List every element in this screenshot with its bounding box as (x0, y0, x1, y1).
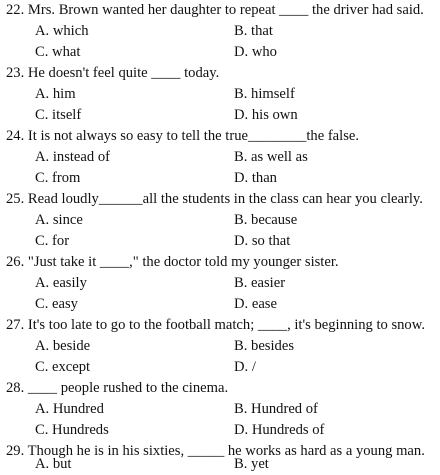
option-row (0, 168, 440, 189)
option-d: D. so that (234, 233, 291, 249)
option-row (0, 336, 440, 357)
question-stem: 25. Read loudly______all the students in the class can hear you clearly. (6, 191, 423, 207)
option-c: C. from (35, 170, 81, 186)
option-row (0, 357, 440, 378)
option-a: A. easily (35, 275, 87, 291)
option-d: D. than (234, 170, 277, 186)
option-a: A. him (35, 86, 76, 102)
option-row (0, 21, 440, 42)
question-stem: 29. Though he is in his sixties, _____ he works as hard as a young man. (6, 443, 425, 459)
question-stem: 22. Mrs. Brown wanted her daughter to repeat ____ the driver had said. (6, 2, 424, 18)
option-d: D. who (234, 44, 277, 60)
option-a: A. Hundred (35, 401, 104, 417)
option-row (0, 147, 440, 168)
option-d: D. / (234, 359, 256, 375)
option-b: B. as well as (234, 149, 308, 165)
option-a: A. instead of (35, 149, 110, 165)
option-b: B. himself (234, 86, 295, 102)
question-stem: 28. ____ people rushed to the cinema. (6, 380, 229, 396)
option-row (0, 231, 440, 252)
option-c: C. easy (35, 296, 78, 312)
option-row (0, 420, 440, 441)
option-b: B. Hundred of (234, 401, 318, 417)
option-d: D. his own (234, 107, 298, 123)
option-a: A. which (35, 23, 89, 39)
option-row (0, 399, 440, 420)
question-stem: 27. It's too late to go to the football match; ____, it's beginning to snow. (6, 317, 425, 333)
option-row (0, 454, 440, 475)
option-c: C. for (35, 233, 70, 249)
option-c: C. Hundreds (35, 422, 109, 438)
option-a: A. beside (35, 338, 91, 354)
question-stem: 26. "Just take it ____," the doctor told my younger sister. (6, 254, 339, 270)
option-a: A. since (35, 212, 83, 228)
question-stem: 23. He doesn't feel quite ____ today. (6, 65, 220, 81)
option-row (0, 84, 440, 105)
option-row (0, 273, 440, 294)
option-row (0, 210, 440, 231)
option-d: D. ease (234, 296, 277, 312)
option-b: B. yet (234, 456, 269, 472)
option-b: B. easier (234, 275, 286, 291)
option-c: C. itself (35, 107, 82, 123)
option-c: C. what (35, 44, 81, 60)
option-c: C. except (35, 359, 91, 375)
option-a: A. but (35, 456, 72, 472)
option-b: B. because (234, 212, 298, 228)
question-stem: 24. It is not always so easy to tell the true________the false. (6, 128, 360, 144)
option-d: D. Hundreds of (234, 422, 325, 438)
option-row (0, 42, 440, 63)
option-b: B. besides (234, 338, 294, 354)
option-row (0, 105, 440, 126)
option-row (0, 294, 440, 315)
option-b: B. that (234, 23, 273, 39)
